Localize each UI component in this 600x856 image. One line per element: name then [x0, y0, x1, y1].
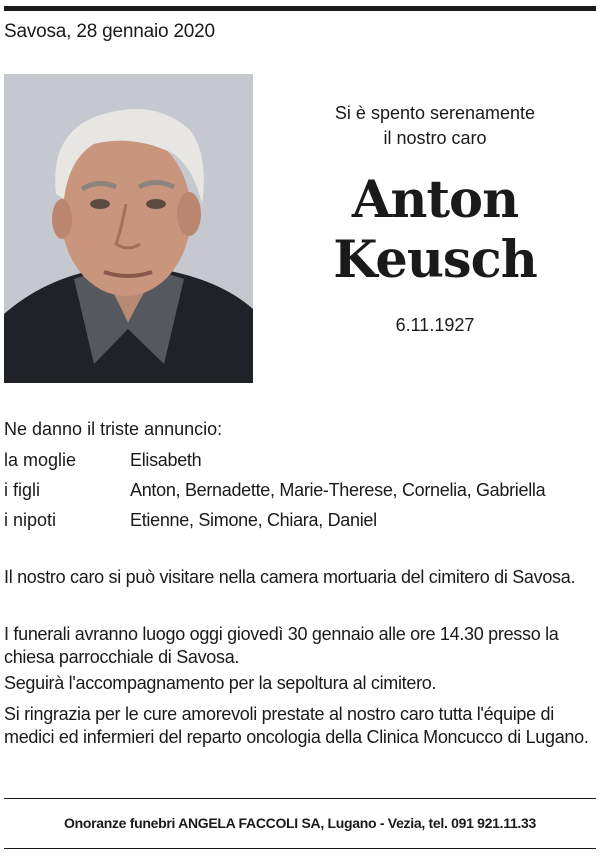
relation-label: i nipoti: [4, 510, 57, 530]
paragraph-burial: Seguirà l'accompagnamento per la sepoltura al cimitero.: [4, 673, 437, 693]
family-row-wife: [4, 450, 596, 476]
first-name: Anton: [351, 170, 519, 230]
end-rule: [4, 848, 596, 849]
footer-rule: [4, 798, 596, 799]
relation-names: Elisabeth: [130, 450, 202, 470]
relation-label: la moglie: [4, 450, 77, 470]
intro-text: [280, 101, 590, 151]
footer-prefix: Onoranze funebri: [64, 815, 179, 831]
paragraph-funeral: I funerali avranno luogo oggi giovedì 30 gennaio alle ore 14.30 presso la chiesa parrocchiale di Savosa.: [4, 624, 559, 667]
funeral-home-footer: [4, 815, 596, 831]
portrait-illustration: [4, 74, 253, 383]
announcement-title: Ne danno il triste annuncio:: [4, 419, 223, 439]
place-date: Savosa, 28 gennaio 2020: [4, 21, 215, 42]
deceased-name: [280, 170, 590, 290]
family-row-grandchildren: [4, 510, 596, 536]
intro-line-2: il nostro caro: [383, 128, 487, 148]
top-rule: [4, 6, 596, 11]
footer-suffix: , Lugano - Vezia, tel. 091 921.11.33: [320, 815, 536, 831]
footer-firm: ANGELA FACCOLI SA: [178, 815, 321, 831]
relation-label: i figli: [4, 480, 41, 500]
paragraph-visit: Il nostro caro si può visitare nella camera mortuaria del cimitero di Savosa.: [4, 567, 576, 587]
portrait-photo: [4, 74, 253, 383]
paragraph-thanks: Si ringrazia per le cure amorevoli prestate al nostro caro tutta l'équipe di medici ed infermieri del reparto oncologia della Clinica Moncucco di Lugano.: [4, 704, 589, 747]
last-name: Keusch: [333, 230, 537, 290]
birth-date: 6.11.1927: [395, 315, 475, 335]
intro-line-1: Si è spento serenamente: [334, 103, 536, 123]
relation-names: Anton, Bernadette, Marie-Therese, Cornelia, Gabriella: [130, 480, 546, 500]
relation-names: Etienne, Simone, Chiara, Daniel: [130, 510, 377, 530]
family-row-children: [4, 480, 596, 506]
